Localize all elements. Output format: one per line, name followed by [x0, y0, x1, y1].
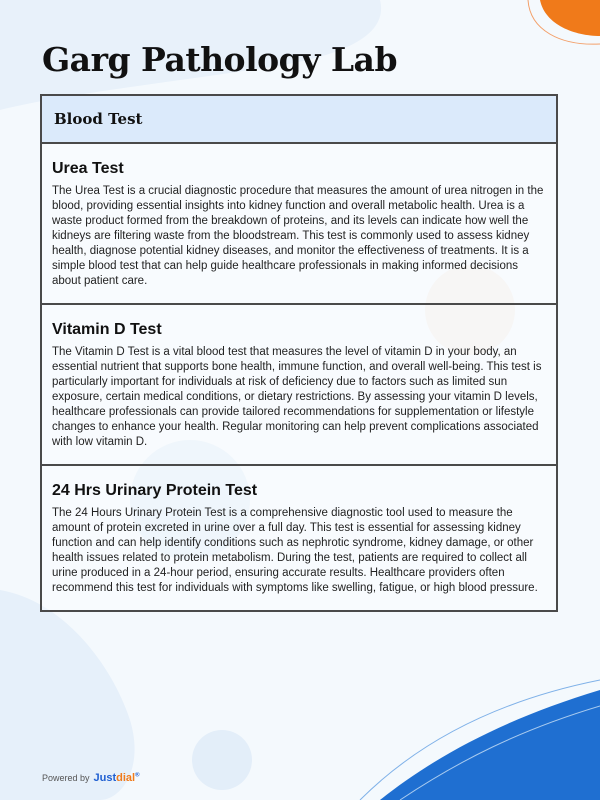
table-row [42, 144, 556, 305]
footer [42, 772, 140, 784]
table-row [42, 466, 556, 610]
powered-by-text: Powered by [42, 773, 90, 783]
test-description: The Urea Test is a crucial diagnostic procedure that measures the amount of urea nitrogen in the blood, providing essential insights into kidney function and overall metabolic health. Urea is a waste product formed from the breakdown of proteins, and its levels can indicate how well the kidneys are filtering waste from the bloodstream. This test is commonly used to assess kidney health, diagnose potential kidney diseases, and monitor the effectiveness of treatments. It is a simple blood test that can help guide healthcare professionals in making informed decisions about patient care. [52, 185, 544, 287]
test-title: Vitamin D Test [52, 321, 162, 338]
test-description: The 24 Hours Urinary Protein Test is a comprehensive diagnostic tool used to measure the amount of protein excreted in urine over a full day. This test is essential for assessing kidney function and can help identify conditions such as nephrotic syndrome, kidney damage, or other health issues related to protein metabolism. During the test, patients are required to collect all urine produced in a 24-hour period, ensuring accurate results. Healthcare providers often recommend this test for individuals with symptoms like swelling, fatigue, or high blood pressure. [52, 507, 538, 594]
corner-blue-wave [380, 690, 600, 800]
blood-test-table [40, 94, 558, 612]
table-header: Blood Test [42, 96, 556, 144]
page-title: Garg Pathology Lab [42, 40, 398, 79]
corner-orange-shape [540, 0, 600, 36]
test-title: Urea Test [52, 160, 124, 177]
test-description: The Vitamin D Test is a vital blood test that measures the level of vitamin D in your body, an essential nutrient that supports bone health, immune function, and overall well-being. This test is particularly important for individuals at risk of deficiency due to factors such as limited sun exposure, certain medical conditions, or dietary restrictions. By assessing your vitamin D levels, healthcare professionals can provide tailored recommendations for supplementation or lifestyle changes to enhance your health. Regular monitoring can help prevent complications associated with low vitamin D. [52, 346, 542, 448]
test-title: 24 Hrs Urinary Protein Test [52, 482, 258, 499]
table-row [42, 305, 556, 466]
justdial-logo[interactable]: Justdial® [93, 772, 140, 784]
